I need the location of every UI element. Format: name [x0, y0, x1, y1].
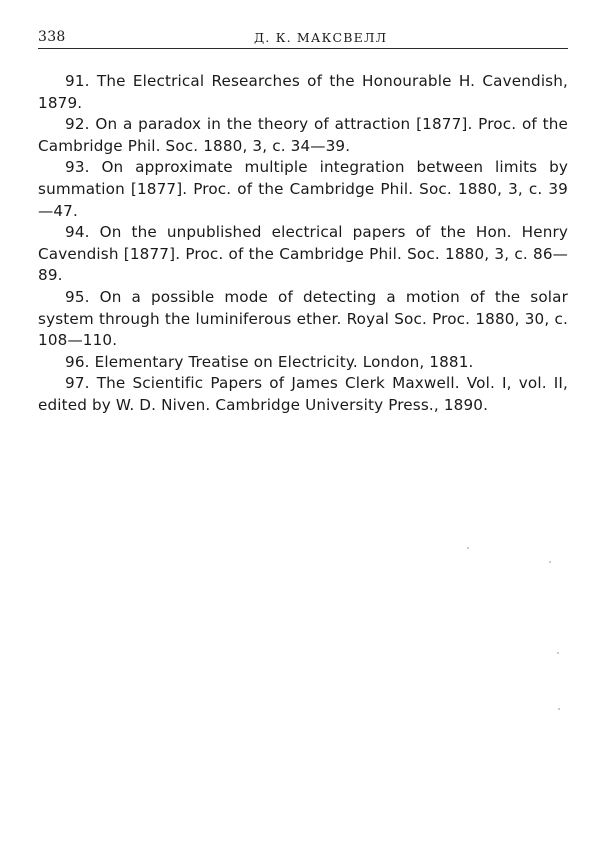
reference-number: 93.: [65, 158, 90, 177]
reference-item-94: [38, 222, 568, 287]
running-title: Д. К. МАКСВЕЛЛ: [254, 30, 388, 45]
reference-item-97: [38, 373, 568, 416]
reference-text: The Scientific Papers of James Clerk Maxwell. Vol. I, vol. II, edited by W. D. Niven. Cambridge University Press., 1890.: [38, 374, 568, 414]
reference-list: [38, 71, 568, 417]
paper-speck: [558, 708, 560, 710]
paper-speck: [557, 652, 559, 654]
paper-speck: [467, 547, 469, 549]
reference-text: On the unpublished electrical papers of the Hon. Henry Cavendish [1877]. Proc. of the Cambridge Phil. Soc. 1880, 3, c. 86—89.: [38, 223, 569, 285]
reference-item-91: [38, 71, 568, 114]
header-rule: [38, 48, 568, 49]
reference-text: The Electrical Researches of the Honourable H. Cavendish, 1879.: [38, 72, 569, 112]
reference-text: On approximate multiple integration between limits by summation [1877]. Proc. of the Cambridge Phil. Soc. 1880, 3, c. 39—47.: [38, 158, 568, 220]
reference-number: 91.: [65, 72, 90, 90]
reference-item-93: [38, 157, 568, 222]
reference-text: Elementary Treatise on Electricity. London, 1881.: [94, 352, 474, 371]
reference-text: On a paradox in the theory of attraction [1877]. Proc. of the Cambridge Phil. Soc. 1880, 3, c. 34—39.: [38, 115, 568, 155]
paper-speck: [549, 561, 551, 563]
reference-text: On a possible mode of detecting a motion of the solar system through the luminiferous ether. Royal Soc. Proc. 1880, 30, c. 108—110.: [38, 287, 568, 350]
reference-number: 96.: [65, 352, 90, 371]
reference-number: 97.: [65, 374, 90, 393]
reference-number: 94.: [65, 223, 90, 242]
reference-number: 92.: [65, 115, 90, 134]
reference-number: 95.: [65, 287, 90, 306]
reference-item-92: [38, 114, 568, 157]
page-number: 338: [38, 29, 66, 45]
running-head: [38, 26, 568, 48]
reference-item-95: [38, 287, 568, 352]
reference-item-96: [38, 352, 568, 374]
